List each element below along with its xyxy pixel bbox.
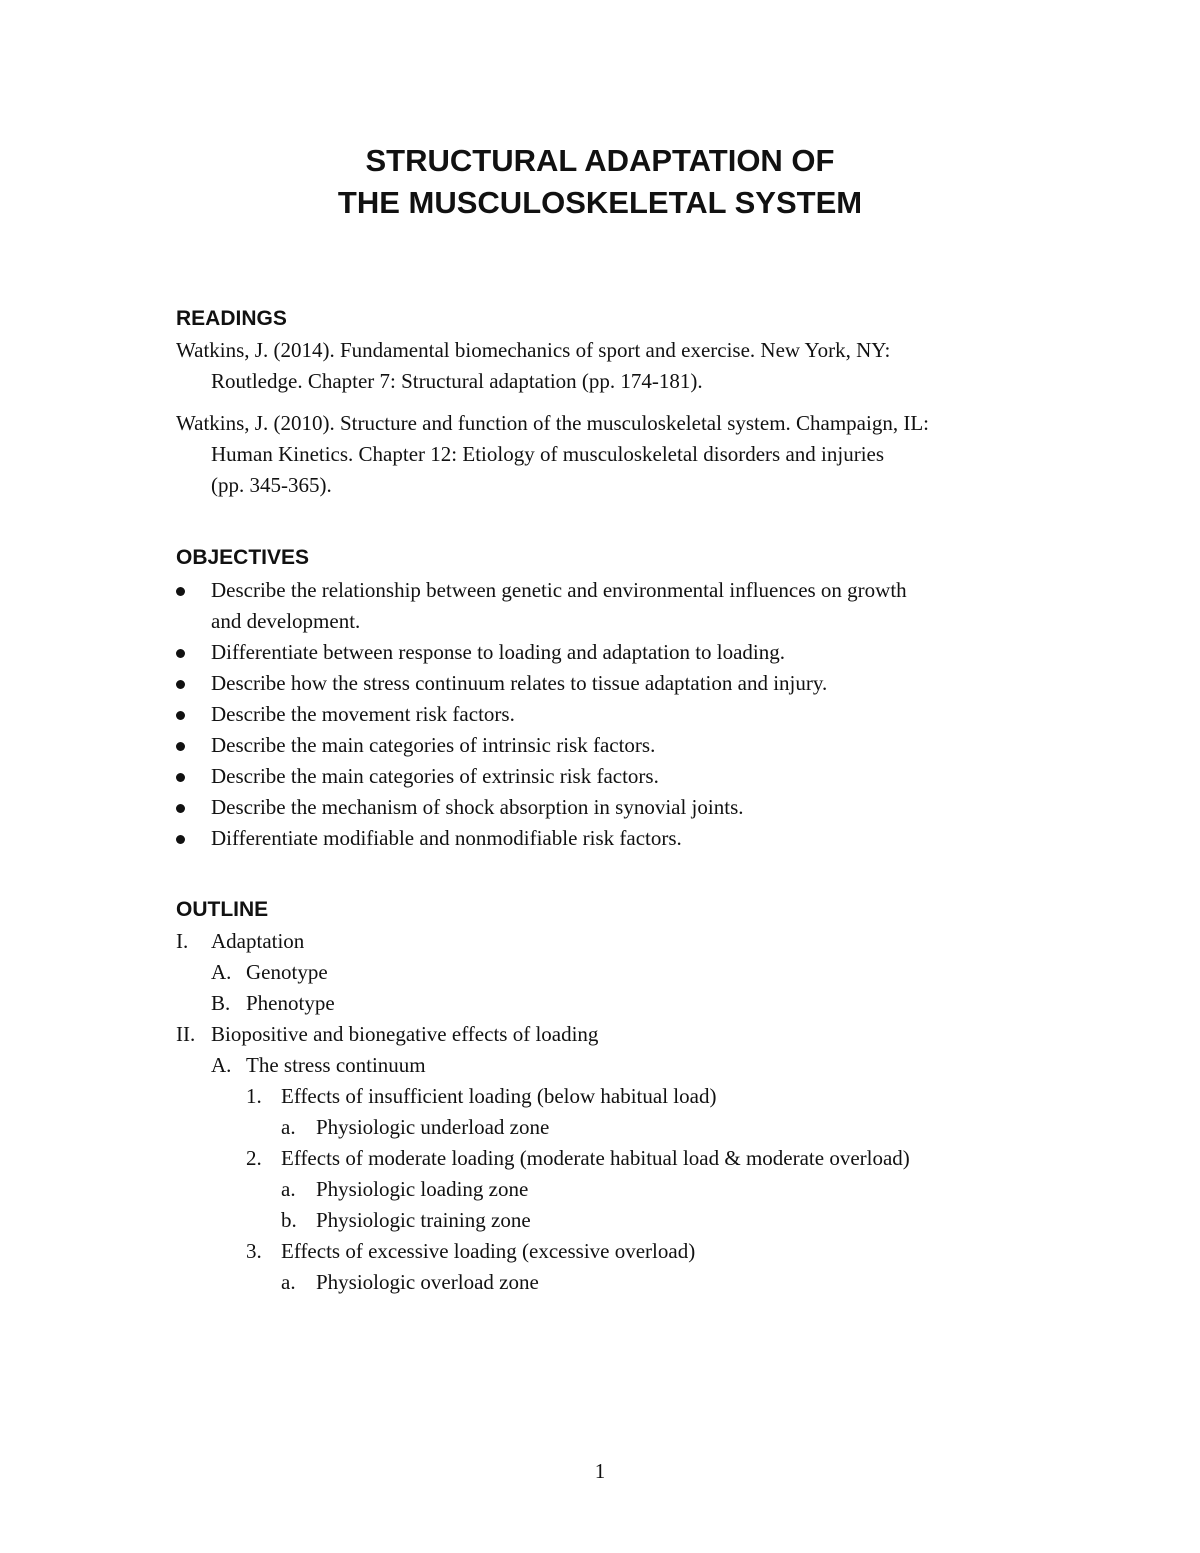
- list-item-text: Describe the main categories of extrinsic risk factors.: [211, 764, 659, 788]
- outline-marker: a.: [281, 1115, 296, 1139]
- bullet-icon: [176, 773, 185, 782]
- list-item: [176, 575, 907, 637]
- bullet-icon: [176, 835, 185, 844]
- outline-marker: A.: [211, 960, 232, 984]
- list-item: [176, 823, 907, 854]
- outline-text: Physiologic loading zone: [316, 1177, 529, 1201]
- bullet-icon: [176, 680, 185, 689]
- outline-marker: A.: [211, 1053, 232, 1077]
- list-item: [176, 761, 907, 792]
- outline-marker: B.: [211, 991, 231, 1015]
- outline-marker: 1.: [246, 1084, 262, 1108]
- outline-heading: OUTLINE: [176, 898, 269, 921]
- reference-line: Watkins, J. (2010). Structure and function of the musculoskeletal system. Champaign, IL:: [176, 411, 929, 435]
- outline-marker: a.: [281, 1177, 296, 1201]
- list-item: [176, 637, 907, 668]
- list-item-text: Describe the main categories of intrinsic risk factors.: [211, 733, 656, 757]
- outline-item-level-2: [211, 957, 328, 988]
- list-item-text: Describe the movement risk factors.: [211, 702, 515, 726]
- outline-text: Genotype: [246, 960, 328, 984]
- outline-text: Physiologic training zone: [316, 1208, 531, 1232]
- bullet-icon: [176, 587, 185, 596]
- outline-text: Biopositive and bionegative effects of loading: [211, 1022, 599, 1046]
- list-item: [176, 699, 907, 730]
- reference-line: (pp. 345-365).: [211, 473, 332, 497]
- outline-item-level-2: [211, 1050, 426, 1081]
- outline-item-level-3: [246, 1236, 695, 1267]
- outline-marker: I.: [176, 929, 189, 953]
- outline-marker: a.: [281, 1270, 296, 1294]
- list-item-text: Describe the mechanism of shock absorption in synovial joints.: [211, 795, 744, 819]
- outline-text: Physiologic underload zone: [316, 1115, 550, 1139]
- list-item-text: and development.: [211, 609, 361, 633]
- outline-item-level-4: [281, 1112, 549, 1143]
- readings-heading: READINGS: [176, 307, 287, 330]
- outline-marker: II.: [176, 1022, 196, 1046]
- outline-text: Effects of excessive loading (excessive overload): [281, 1239, 696, 1263]
- bullet-icon: [176, 711, 185, 720]
- objectives-list: [176, 575, 907, 854]
- document-title: [0, 140, 1200, 224]
- title-line-2: THE MUSCULOSKELETAL SYSTEM: [337, 185, 863, 220]
- outline-item-level-3: [246, 1081, 716, 1112]
- outline-text: Effects of insufficient loading (below habitual load): [281, 1084, 717, 1108]
- outline-item-level-4: [281, 1205, 531, 1236]
- outline-item-level-1: [176, 926, 304, 957]
- list-item-text: Differentiate between response to loading and adaptation to loading.: [211, 640, 786, 664]
- list-item-text: Describe the relationship between genetic and environmental influences on growth: [211, 578, 907, 602]
- bullet-icon: [176, 649, 185, 658]
- list-item: [176, 668, 907, 699]
- outline-item-level-2: [211, 988, 335, 1019]
- objectives-heading: OBJECTIVES: [176, 546, 310, 569]
- page-number: 1: [594, 1459, 606, 1483]
- list-item: [176, 792, 907, 823]
- outline-text: The stress continuum: [246, 1053, 426, 1077]
- list-item-text: Differentiate modifiable and nonmodifiable risk factors.: [211, 826, 682, 850]
- outline-item-level-1: [176, 1019, 598, 1050]
- outline-item-level-4: [281, 1267, 539, 1298]
- bullet-icon: [176, 804, 185, 813]
- outline-marker: 3.: [246, 1239, 262, 1263]
- title-line-1: STRUCTURAL ADAPTATION OF: [365, 143, 835, 178]
- outline-marker: 2.: [246, 1146, 262, 1170]
- reference-line: Human Kinetics. Chapter 12: Etiology of musculoskeletal disorders and injuries: [211, 442, 885, 466]
- reference-line: Watkins, J. (2014). Fundamental biomechanics of sport and exercise. New York, NY:: [176, 338, 891, 362]
- bullet-icon: [176, 742, 185, 751]
- outline-marker: b.: [281, 1208, 297, 1232]
- list-item: [176, 730, 907, 761]
- outline-item-level-3: [246, 1143, 910, 1174]
- list-item-text: Describe how the stress continuum relates to tissue adaptation and injury.: [211, 671, 828, 695]
- outline-text: Adaptation: [211, 929, 305, 953]
- outline-text: Phenotype: [246, 991, 335, 1015]
- outline-item-level-4: [281, 1174, 528, 1205]
- reference-line: Routledge. Chapter 7: Structural adaptation (pp. 174-181).: [211, 369, 703, 393]
- reading-reference-1: [176, 335, 1056, 397]
- outline-text: Effects of moderate loading (moderate habitual load & moderate overload): [281, 1146, 910, 1170]
- outline-text: Physiologic overload zone: [316, 1270, 539, 1294]
- reading-reference-2: [176, 408, 1056, 501]
